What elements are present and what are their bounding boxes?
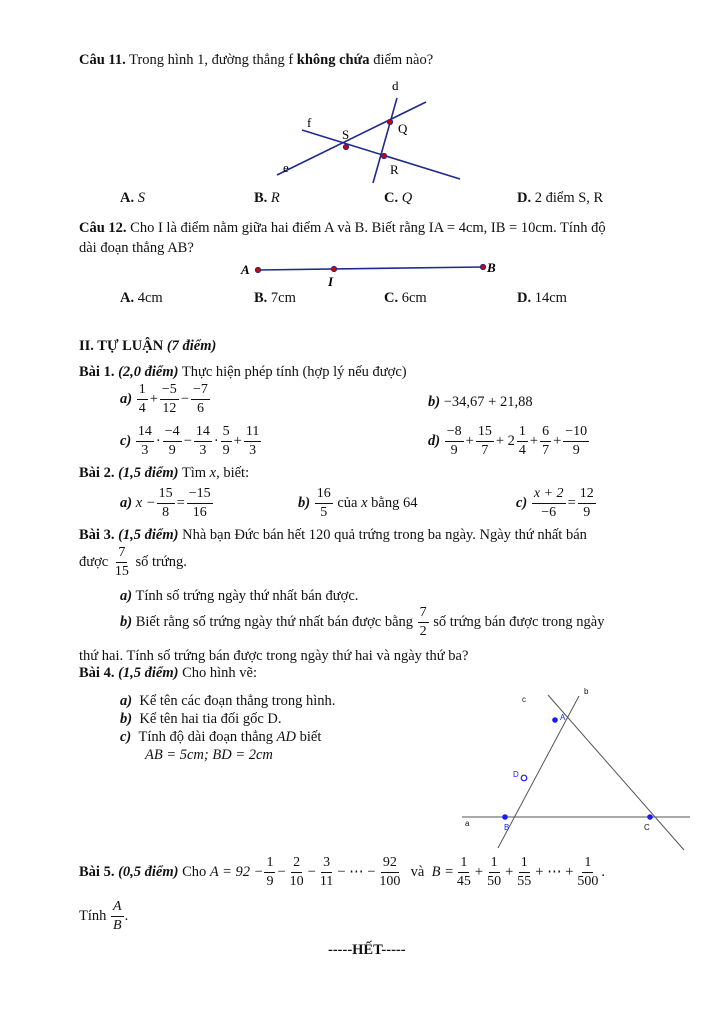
part2-heading: II. TỰ LUẬN (7 điểm) [79,338,217,354]
q11-label-R: R [390,162,399,177]
bai2-heading: Bài 2. (1,5 điểm) Tìm x, biết: [79,465,250,481]
bai4-heading: Bài 4. (1,5 điểm) Cho hình vẽ: [79,665,258,681]
bai2-b: b) $\frac{16}{5}$ của x bằng 64 [298,486,418,520]
bai3-line2: được $\frac{7}{15}$ số trứng. [79,545,187,579]
bai4-figure [450,678,695,854]
bai3-b-cont: thứ hai. Tính số trứng bán được trong ngày thứ hai và ngày thứ ba? [79,648,469,664]
q11-option-c: C. Q [384,190,413,206]
bai4-line-c [498,696,579,848]
bai2-c: c) $\frac{x + 2}{-6}$ = $\frac{12}{9}$ [516,486,594,520]
bai4-c-expr: AB = 5cm; BD = 2cm [145,747,273,763]
bai4-label-a: a [465,819,470,828]
bai4-b: b) Kể tên hai tia đối gốc D. [120,711,282,727]
bai3-heading: Bài 3. (1,5 điểm) Nhà bạn Đức bán hết 120 quả trứng trong ba ngày. Ngày thứ nhất bán [79,527,587,543]
bai4-label-B: B [504,823,510,832]
bai4-point-C [647,814,653,820]
bai4-label-C: C [644,823,650,832]
q12-label-A: A [241,262,250,277]
q11-point-S [343,144,348,149]
q12-label-I: I [328,274,334,289]
q11-label-S: S [342,127,350,142]
q11-option-b: B. R [254,190,280,206]
q11-text-before: Trong hình 1, đường thẳng f [129,52,297,68]
end-mark: -----HẾT----- [328,942,406,958]
q11-label-e: e [283,160,289,175]
q12-figure [235,258,505,290]
bai4-line-b [548,695,684,850]
q11-text-after: điểm nào? [369,52,434,68]
q11-bold: không chứa [296,52,370,68]
bai5: Bài 5. (0,5 điểm) Cho A = 92 − $\frac{1}{9}$ − $\frac{2}{10}$ − $\frac{3}{11}$ − ⋯ − $\frac{92}{100}$ và B = $\frac{1}{45}$ + $\frac{1}{50}$ + $\frac{1}{55}$ + ⋯ + $\frac{1}{500}$ . [79,855,605,889]
q11-label: Câu 11. [79,52,126,68]
q11-question [79,52,433,69]
bai4-point-D [521,775,527,781]
q11-figure [270,72,470,184]
q11-label-d: d [392,78,399,93]
bai5-tinh: Tính $\frac{A}{B}$ . [79,899,129,933]
bai1-d: d) $\frac{-8}{9}$ + $\frac{15}{7}$ + 2 $\frac{1}{4}$ + $\frac{6}{7}$ + $\frac{-10}{9}$ [428,424,588,458]
bai4-point-B [502,814,508,820]
bai4-c: c) Tính độ dài đoạn thẳng AD biết [120,729,322,745]
q12-point-B [480,264,485,269]
bai1-c: c) $\frac{14}{3}$ · $\frac{-4}{9}$ − $\frac{14}{3}$ · $\frac{5}{9}$ + $\frac{11}{3}$ [120,424,260,458]
q11-label-f: f [307,115,312,130]
q12-point-I [331,266,336,271]
q12-label: Câu 12. [79,220,127,236]
q11-line-e [277,102,426,175]
q11-point-R [381,153,386,158]
q11-point-Q [387,119,392,124]
bai3-b: b) Biết rằng số trứng ngày thứ nhất bán được bằng $\frac{7}{2}$ số trứng bán được trong ngày [120,605,605,639]
q11-option-a: A. S [120,190,145,206]
q12-segment-AB [258,267,483,270]
bai4-label-D: D [513,770,519,779]
q12-option-a: A. 4cm [120,290,163,306]
q12-option-d: D. 14cm [517,290,567,306]
bai1-b: b) −34,67 + 21,88 [428,394,533,410]
bai3-a: a) Tính số trứng ngày thứ nhất bán được. [120,588,359,604]
q12-question-line1: Câu 12. Cho I là điểm nằm giữa hai điểm A và B. Biết rằng IA = 4cm, IB = 10cm. Tính độ [79,220,606,236]
q11-option-d: D. 2 điểm S, R [517,190,604,206]
bai4-a: a) Kể tên các đoạn thẳng trong hình. [120,693,336,709]
q12-label-B: B [487,260,496,275]
bai4-label-c: c [522,695,526,704]
bai4-label-A: A [560,713,566,722]
q12-option-c: C. 6cm [384,290,427,306]
bai4-point-A [552,717,558,723]
q12-point-A [255,267,260,272]
q11-label-Q: Q [398,121,408,136]
bai1-heading: Bài 1. (2,0 điểm) Thực hiện phép tính (hợp lý nếu được) [79,364,407,380]
q12-option-b: B. 7cm [254,290,296,306]
bai2-a: a) x − $\frac{15}{8}$ = $\frac{-15}{16}$ [120,486,211,520]
q12-question-line2: dài đoạn thẳng AB? [79,240,194,256]
bai1-a: a) $\frac{1}{4}$ + $\frac{-5}{12}$ − $\frac{-7}{6}$ [120,382,208,416]
bai4-label-b: b [584,687,589,696]
